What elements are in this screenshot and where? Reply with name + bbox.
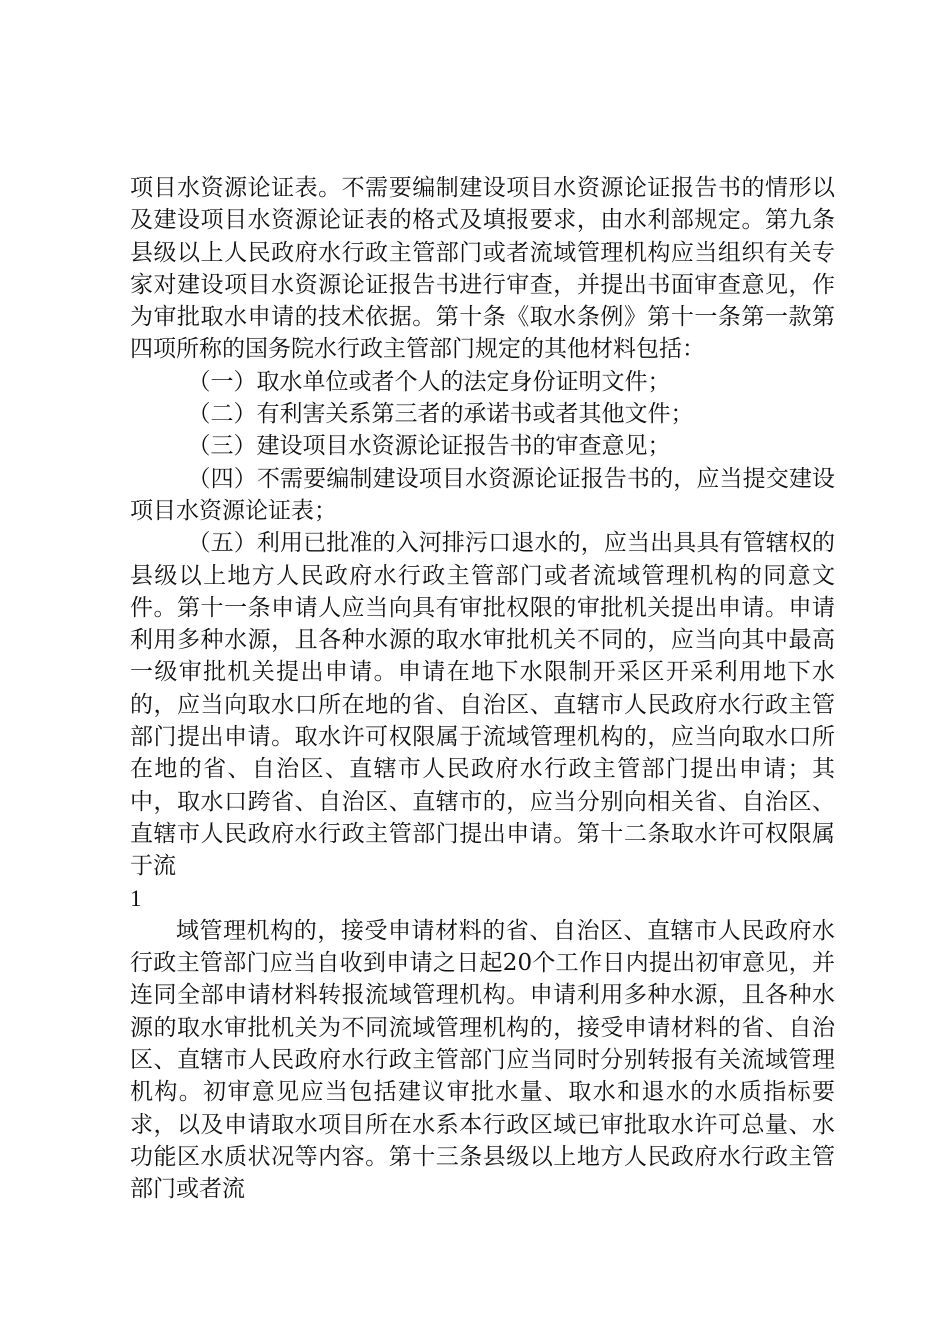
list-item-2: （二）有利害关系第三者的承诺书或者其他文件； <box>187 401 694 428</box>
list-item-3: （三）建设项目水资源论证报告书的审查意见； <box>187 433 671 460</box>
page-number: 1 <box>130 885 142 911</box>
document-page <box>130 172 835 1206</box>
paragraph-continued: 域管理机构的，接受申请材料的省、自治区、直辖市人民政府水行政主管部门应当自收到申请之日起20个工作日内提出初审意见，并连同全部申请材料转报流域管理机构。申请利用多种水源，且各种水源的取水审批机关为不同流域管理机构的，接受申请材料的省、自治区、直辖市人民政府水行政主管部门应当同时分别转报有关流域管理机构。初审意见应当包括建议审批水量、取水和退水的水质指标要求，以及申请取水项目所在水系本行政区域已审批取水许可总量、水功能区水质状况等内容。第十三条县级以上地方人民政府水行政主管部门或者流 <box>130 917 835 1203</box>
paragraph-article-9-10: 项目水资源论证表。不需要编制建设项目水资源论证报告书的情形以及建设项目水资源论证表的格式及填报要求，由水利部规定。第九条县级以上人民政府水行政主管部门或者流域管理机构应当组织有关专家对建设项目水资源论证报告书进行审查，并提出书面审查意见，作为审批取水申请的技术依据。第十条《取水条例》第十一条第一款第四项所称的国务院水行政主管部门规定的其他材料包括： <box>130 175 835 363</box>
list-item-1: （一）取水单位或者个人的法定身份证明文件； <box>187 368 671 395</box>
list-item-5: （五）利用已批准的入河排污口退水的，应当出具具有管辖权的县级以上地方人民政府水行政主管部门或者流域管理机构的同意文件。第十一条申请人应当向具有审批权限的审批机关提出申请。申请利用多种水源，且各种水源的取水审批机关不同的，应当向其中最高一级审批机关提出申请。申请在地下水限制开采区开采利用地下水的，应当向取水口所在地的省、自治区、直辖市人民政府水行政主管部门提出申请。取水许可权限属于流域管理机构的，应当向取水口所在地的省、自治区、直辖市人民政府水行政主管部门提出申请；其中，取水口跨省、自治区、直辖市的，应当分别向相关省、自治区、直辖市人民政府水行政主管部门提出申请。第十二条取水许可权限属于流 <box>130 530 835 880</box>
list-item-4: （四）不需要编制建设项目水资源论证报告书的，应当提交建设项目水资源论证表； <box>130 465 835 524</box>
